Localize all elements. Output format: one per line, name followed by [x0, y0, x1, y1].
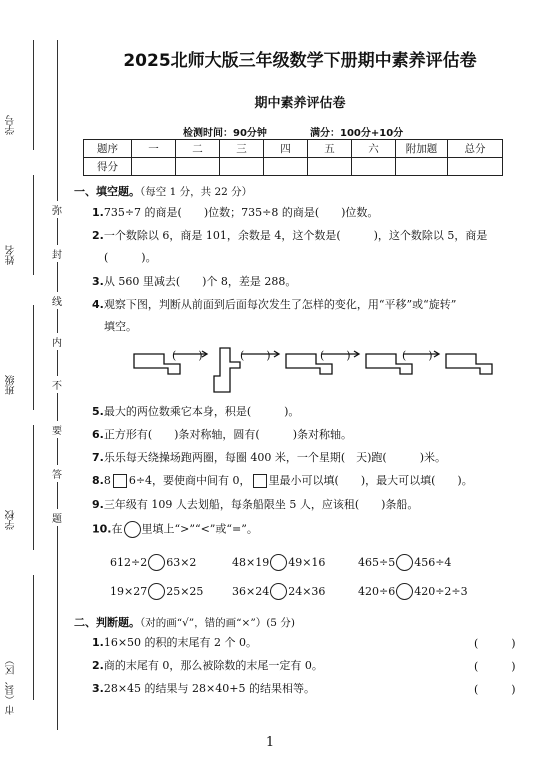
score-cell[interactable]	[264, 158, 308, 176]
shape-2	[214, 348, 240, 392]
section-heading	[74, 614, 295, 630]
question-number: 7.	[92, 451, 104, 464]
header-cell: 四	[264, 140, 308, 158]
compare-right: 420÷2÷3	[414, 585, 468, 598]
compare-left: 48×19	[232, 556, 270, 569]
compare-left: 420÷6	[358, 585, 396, 598]
field-label-district: 市（县、区）	[6, 655, 17, 715]
compare-item	[358, 554, 451, 571]
question-text: 一个数除以 6，商是 101，余数是 4，这个数是( )，这个数除以 5，商是	[103, 229, 488, 242]
seal-char: 线	[51, 292, 63, 309]
question-number: 6.	[92, 428, 104, 441]
question-6	[92, 427, 352, 442]
field-label-class: 班级	[6, 375, 17, 395]
exam-time: 检测时间：90分钟	[183, 128, 267, 139]
question-number: 4.	[92, 298, 104, 311]
question-text: 商的末尾有 0，那么被除数的末尾一定有 0。	[103, 659, 323, 672]
judge-item-2	[92, 658, 323, 673]
seal-char: 要	[51, 421, 63, 438]
question-number: 1.	[92, 636, 104, 649]
question-text: 乐乐每天绕操场跑两圈，每圈 400 米，一个星期( 天)跑( )米。	[103, 451, 446, 464]
judge-answer-blank[interactable]: ( )	[474, 683, 516, 696]
square-blank[interactable]	[113, 474, 127, 488]
compare-left: 612÷2	[110, 556, 148, 569]
class-field[interactable]	[33, 305, 34, 410]
seal-char: 不	[51, 376, 63, 393]
question-number: 2.	[92, 229, 104, 242]
compare-left: 465÷5	[358, 556, 396, 569]
compare-item	[110, 583, 203, 600]
question-1	[92, 205, 378, 220]
question-2	[92, 228, 487, 243]
question-text: 8	[103, 474, 111, 487]
shape-5	[446, 354, 492, 374]
seal-char: 弥	[51, 201, 63, 218]
question-text: 在	[111, 522, 123, 536]
question-number: 5.	[92, 405, 104, 418]
seal-char: 内	[51, 333, 63, 350]
header-cell: 附加题	[396, 140, 448, 158]
score-table	[83, 139, 503, 176]
section-heading	[74, 183, 252, 199]
compare-circle[interactable]	[396, 554, 413, 571]
header-cell: 五	[308, 140, 352, 158]
question-number: 10.	[92, 522, 112, 536]
question-5	[92, 404, 299, 419]
score-cell[interactable]	[176, 158, 220, 176]
field-label-student-id: 学号	[6, 115, 17, 135]
score-cell[interactable]	[308, 158, 352, 176]
score-table-header	[84, 140, 503, 158]
question-text: 最大的两位数乘它本身，积是( )。	[103, 405, 300, 418]
page-title: 2025北师大版三年级数学下册期中素养评估卷	[123, 51, 477, 71]
judge-item-1	[92, 635, 257, 650]
question-9	[92, 497, 418, 512]
score-table-row	[84, 158, 503, 176]
circle-icon	[124, 521, 141, 538]
compare-circle[interactable]	[148, 583, 165, 600]
question-number: 3.	[92, 682, 104, 695]
question-text: 里填上“>”“<”或“=”。	[141, 522, 258, 536]
section-note: （对的画“√”，错的画“×”）(5 分)	[140, 617, 295, 629]
header-cell: 二	[176, 140, 220, 158]
question-number: 8.	[92, 474, 104, 487]
field-label-name: 姓名	[6, 245, 17, 265]
judge-answer-blank[interactable]: ( )	[474, 637, 516, 650]
question-text: 三年级有 109 人去划船，每条船限坐 5 人，应该租( )条船。	[103, 498, 419, 511]
header-cell: 总分	[448, 140, 503, 158]
section-title: 二、判断题。	[74, 616, 140, 629]
compare-circle[interactable]	[396, 583, 413, 600]
question-4-cont: 填空。	[104, 320, 137, 333]
answer-blank[interactable]: ( )	[172, 349, 203, 362]
row-label: 得分	[84, 158, 132, 176]
page-number: 1	[265, 735, 275, 750]
question-text: 16×50 的积的末尾有 2 个 0。	[103, 636, 258, 649]
question-7	[92, 450, 446, 465]
school-field[interactable]	[33, 425, 34, 550]
answer-blank[interactable]: ( )	[240, 349, 271, 362]
question-10	[92, 521, 258, 538]
score-cell[interactable]	[132, 158, 176, 176]
question-text: 正方形有( )条对称轴，圆有( )条对称轴。	[103, 428, 353, 441]
judge-answer-blank[interactable]: ( )	[474, 660, 516, 673]
compare-circle[interactable]	[270, 583, 287, 600]
seal-char: 题	[51, 509, 63, 526]
question-number: 3.	[92, 275, 104, 288]
header-cell: 题序	[84, 140, 132, 158]
name-field[interactable]	[33, 175, 34, 275]
question-text: 28×45 的结果与 28×40+5 的结果相等。	[103, 682, 315, 695]
compare-right: 24×36	[288, 585, 326, 598]
seal-char: 答	[51, 465, 63, 482]
question-number: 9.	[92, 498, 104, 511]
question-text: 6÷4，要使商中间有 0，	[128, 474, 251, 487]
district-field[interactable]	[33, 575, 34, 700]
section-title: 一、填空题。	[74, 185, 140, 198]
section-note: （每空 1 分，共 22 分）	[140, 186, 253, 198]
compare-circle[interactable]	[148, 554, 165, 571]
compare-right: 456÷4	[414, 556, 452, 569]
compare-left: 36×24	[232, 585, 270, 598]
compare-item	[232, 554, 325, 571]
header-cell: 六	[352, 140, 396, 158]
compare-circle[interactable]	[270, 554, 287, 571]
question-text: 从 560 里减去( )个 8，差是 288。	[103, 275, 297, 288]
compare-item	[232, 583, 325, 600]
question-number: 1.	[92, 206, 104, 219]
compare-right: 63×2	[166, 556, 197, 569]
compare-right: 49×16	[288, 556, 326, 569]
question-text: 735÷7 的商是( )位数；735÷8 的商是( )位数。	[103, 206, 379, 219]
answer-blank[interactable]: ( )	[402, 349, 433, 362]
seal-char: 封	[51, 245, 63, 262]
question-text: 观察下图，判断从前面到后面每次发生了怎样的变化，用“平移”或“旋转”	[103, 298, 457, 311]
compare-right: 25×25	[166, 585, 204, 598]
question-8	[92, 473, 473, 488]
header-cell: 一	[132, 140, 176, 158]
square-blank-icon	[253, 474, 267, 488]
page-subtitle: 期中素养评估卷	[254, 96, 346, 111]
score-cell[interactable]	[220, 158, 264, 176]
student-id-field[interactable]	[33, 40, 34, 150]
full-score: 满分：100分+10分	[310, 128, 404, 139]
header-cell: 三	[220, 140, 264, 158]
score-cell[interactable]	[448, 158, 503, 176]
answer-blank[interactable]: ( )	[320, 349, 351, 362]
question-3	[92, 274, 296, 289]
compare-item	[358, 583, 468, 600]
judge-item-3	[92, 681, 315, 696]
question-4	[92, 297, 456, 312]
score-cell[interactable]	[396, 158, 448, 176]
question-2-cont: ( )。	[104, 251, 157, 264]
binding-margin	[0, 0, 70, 760]
field-label-school: 学校	[6, 510, 17, 530]
question-text: 里最小可以填( )，最大可以填( )。	[268, 474, 473, 487]
compare-item	[110, 554, 196, 571]
score-cell[interactable]	[352, 158, 396, 176]
compare-left: 19×27	[110, 585, 148, 598]
question-number: 2.	[92, 659, 104, 672]
